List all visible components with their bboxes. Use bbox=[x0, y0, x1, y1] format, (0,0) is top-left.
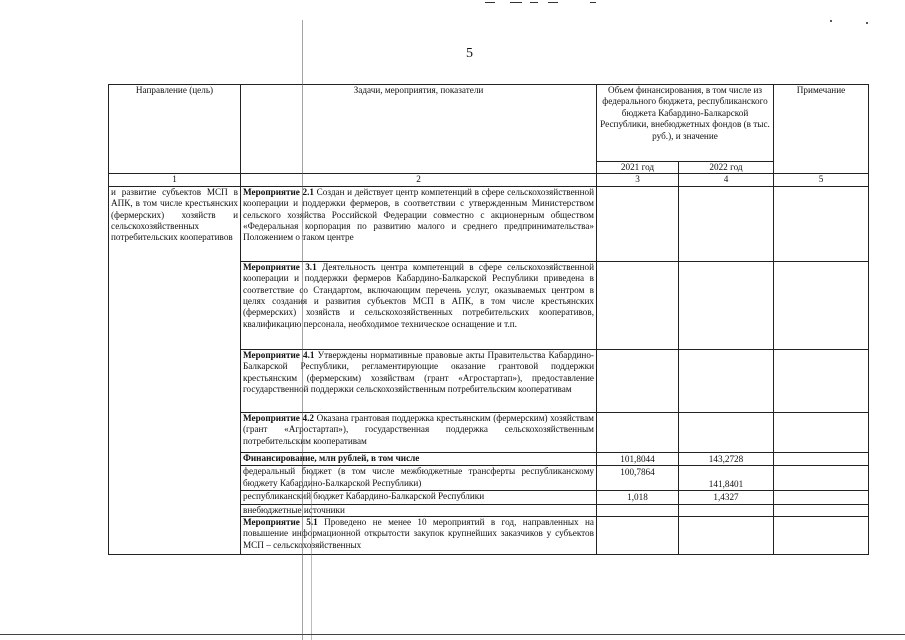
program-table bbox=[108, 84, 869, 555]
column-number: 2 bbox=[241, 174, 597, 186]
financing-total-2022: 143,2728 bbox=[679, 452, 774, 465]
table-header-row bbox=[109, 85, 869, 162]
column-numbers-row bbox=[109, 174, 869, 186]
financing-republic-2021: 1,018 bbox=[597, 491, 679, 504]
column-number: 5 bbox=[774, 174, 869, 186]
measure-label: Мероприятие 4.1 bbox=[243, 349, 315, 360]
financing-republic-2022: 1,4327 bbox=[679, 491, 774, 504]
header-year-2021: 2021 год bbox=[597, 162, 679, 174]
scan-mark bbox=[548, 2, 558, 3]
scan-mark bbox=[510, 2, 522, 3]
scan-mark bbox=[590, 2, 596, 3]
measure-cell bbox=[241, 517, 597, 555]
table-row bbox=[109, 186, 869, 261]
measure-cell bbox=[241, 261, 597, 349]
measure-label: Мероприятие 4.2 bbox=[243, 412, 314, 423]
measure-label: Мероприятие 2.1 bbox=[243, 186, 315, 197]
measure-cell bbox=[241, 412, 597, 452]
financing-label: Финансирование, млн рублей, в том числе bbox=[241, 452, 597, 465]
header-direction: Направление (цель) bbox=[109, 85, 241, 174]
scan-fold-line bbox=[311, 470, 312, 640]
header-note: Примечание bbox=[774, 85, 869, 174]
measure-text: Деятельность центра компетенций в сфере сельскохозяйственной кооперации и поддержки фермеров Кабардино-Балкарской Республики приведена в соответствие со Стандартом, включающим перечень услуг, оказываемых центром в целях создания и развития субъектов МСП в АПК, в том числе крестьянских (фермерских) хозяйств и сельскохозяйственных потребительских кооперативов, квалификацию персонала, необходимое техническое оснащение и т.п. bbox=[243, 261, 594, 329]
financing-offbudget-label: внебюджетные источники bbox=[241, 504, 597, 516]
measure-text: Оказана грантовая поддержка крестьянским (фермерским) хозяйствам (грант «Агростартап»), государственная поддержка сельскохозяйственным потребительским кооперативам bbox=[243, 412, 594, 446]
measure-text: Утверждены нормативные правовые акты Правительства Кабардино-Балкарской Республики, регламентирующие оказание грантовой поддержки крестьянским (фермерским) хозяйствам (грант «Агростартап»), предоставление государственной поддержки сельскохозяйственным потребительским кооперативам bbox=[243, 349, 594, 395]
header-year-2022: 2022 год bbox=[679, 162, 774, 174]
financing-total-2021: 101,8044 bbox=[597, 452, 679, 465]
measure-cell bbox=[241, 349, 597, 412]
measure-label: Мероприятие 5.1 bbox=[243, 517, 318, 528]
measure-cell bbox=[241, 186, 597, 261]
measure-label: Мероприятие 3.1 bbox=[243, 261, 317, 272]
financing-federal-2021: 100,7864 bbox=[597, 466, 679, 491]
column-number: 4 bbox=[679, 174, 774, 186]
measure-text: Проведено не менее 10 мероприятий в год, направленных на повышение информационной открытости закупок крупнейших заказчиков у субъектов МСП – сельскохозяйственных bbox=[243, 517, 594, 550]
column-number: 1 bbox=[109, 174, 241, 186]
scan-dot bbox=[830, 20, 832, 22]
column-number: 3 bbox=[597, 174, 679, 186]
page-number: 5 bbox=[466, 46, 473, 61]
header-funding: Объем финансирования, в том числе из федерального бюджета, республиканского бюджета Кабардино-Балкарской Республики, внебюджетных фондов (в тыс. руб.), и значение bbox=[597, 85, 774, 162]
scan-mark bbox=[530, 2, 538, 3]
scan-mark bbox=[485, 2, 495, 3]
header-tasks: Задачи, мероприятия, показатели bbox=[241, 85, 597, 174]
direction-cell: и развитие субъектов МСП в АПК, в том числе крестьянских (фермерских) хозяйств и сельскохозяйственных потребительских кооперативов bbox=[109, 186, 241, 554]
financing-republic-label: республиканский бюджет Кабардино-Балкарской Республики bbox=[241, 491, 597, 504]
measure-text: Создан и действует центр компетенций в сфере сельскохозяйственной кооперации и поддержки фермеров, в соответствии с утвержденным Министерством сельского хозяйства Российской Федерации совместно с акционерным обществом «Федеральная корпорация по развитию малого и среднего предпринимательства» Положением о таком центре bbox=[243, 186, 594, 243]
scan-fold-line bbox=[302, 20, 303, 640]
financing-federal-2022: 141,8401 bbox=[679, 466, 774, 491]
scan-bottom-edge bbox=[0, 634, 905, 635]
financing-federal-label: федеральный бюджет (в том числе межбюджетные трансферты республиканскому бюджету Кабардино-Балкарской Республики) bbox=[241, 466, 597, 491]
scan-dot bbox=[866, 22, 868, 24]
